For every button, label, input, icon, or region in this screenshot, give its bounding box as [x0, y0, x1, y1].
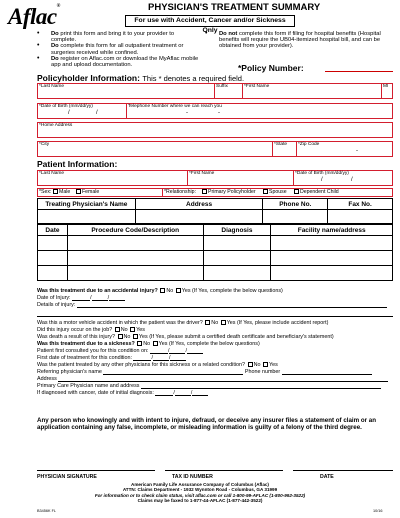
suffix-field[interactable]: Suffix: [216, 84, 228, 89]
tax-id-line[interactable]: [165, 470, 283, 471]
patient-name-row: *Last Name *First Name *Date of Birth (mm/dd/yy) / /: [37, 170, 393, 186]
spouse-checkbox[interactable]: [263, 189, 268, 194]
injury-day-input[interactable]: [92, 296, 108, 301]
first-name-field[interactable]: *First Name: [244, 84, 270, 89]
primary-policyholder-checkbox[interactable]: [202, 189, 207, 194]
dependent-child-checkbox[interactable]: [294, 189, 299, 194]
injury-month-input[interactable]: [72, 296, 90, 301]
date-line[interactable]: [293, 470, 393, 471]
first-consulted-row: Patient first consulted you for this condition on: / /: [37, 348, 203, 354]
death-yes-checkbox[interactable]: [133, 334, 138, 339]
patient-sex-relationship-row: [37, 188, 393, 197]
zip-field[interactable]: *Zip Code: [298, 142, 320, 147]
death-question: Was death a result of this injury? No Yes (If Yes, please submit a certified death certificate and beneficiary's statement): [37, 334, 334, 340]
on-job-yes-checkbox[interactable]: [130, 327, 135, 332]
patient-first-name-field[interactable]: *First Name: [189, 171, 215, 176]
state-field[interactable]: *State: [274, 142, 288, 147]
physician-signature-line[interactable]: [37, 470, 155, 471]
referring-address-row: Address: [37, 376, 388, 382]
treatment-diagnosis-header: Diagnosis: [203, 225, 271, 236]
tax-id-label: TAX ID NUMBER: [172, 474, 213, 480]
mva-no-checkbox[interactable]: [205, 320, 210, 325]
form-number: B3456K FL: [37, 509, 56, 513]
pcp-row: Primary Care Physician name and address: [37, 383, 381, 389]
phone-field[interactable]: Telephone Number where we can reach you: [128, 104, 222, 109]
treatment-facility-header: Facility name/address: [271, 225, 393, 236]
treatment-date-header: Date: [38, 225, 68, 236]
treatment-table: [37, 224, 393, 281]
relationship-label: *Relationship:: [164, 189, 197, 195]
physician-address-cell[interactable]: [135, 210, 263, 224]
last-name-field[interactable]: *Last Name: [39, 84, 65, 89]
motor-vehicle-question: Was this a motor vehicle accident in which the patient was the driver? No Yes (If Yes, please include accident report): [37, 320, 329, 326]
other-physicians-no-checkbox[interactable]: [248, 362, 253, 367]
other-physicians-yes-checkbox[interactable]: [263, 362, 268, 367]
table-row: [38, 236, 393, 251]
home-address-field[interactable]: *Home Address: [39, 123, 73, 128]
policy-number-input[interactable]: [325, 71, 393, 72]
details-of-injury-row: Details of injury:: [37, 302, 387, 308]
male-checkbox[interactable]: [53, 189, 58, 194]
sickness-no-checkbox[interactable]: [137, 341, 142, 346]
footer-address: American Family Life Assurance Company of Columbus (Aflac) ATTN: Claims Department - 1932 Wynnton Road - Columbus, GA 31999 For information or to check claim status, visit aflac.com or call 1-800-99-AFLAC (1-800-992-3522) Claims may be faxed to 1-877-44-AFLAC (1-877-442-3522): [94, 482, 306, 503]
policyholder-name-row: [37, 83, 393, 99]
physician-signature-label: PHYSICIAN SIGNATURE: [37, 474, 97, 480]
referring-address-input[interactable]: [58, 377, 388, 382]
revision-date: 10/16: [373, 509, 383, 513]
spouse-label: Spouse: [269, 189, 287, 195]
form-title: PHYSICIAN'S TREATMENT SUMMARY: [148, 2, 321, 13]
patient-last-name-field[interactable]: *Last Name: [39, 171, 65, 176]
patient-dob-field[interactable]: *Date of Birth (mm/dd/yy): [295, 171, 349, 176]
dependent-child-label: Dependent Child: [300, 189, 339, 195]
policyholder-city-row: *City *State *Zip Code -: [37, 141, 393, 157]
sickness-yes-checkbox[interactable]: [153, 341, 158, 346]
instruction-item: • Do register on Aflac.com or download the MyAflac mobile app and upload documentation.: [37, 56, 199, 68]
fraud-warning: Any person who knowingly and with intent to injure, defraud, or deceive any insurer files a statement of claim or an application containing any false, incomplete, or misleading information is guilty of a felony of the third degree.: [37, 417, 377, 431]
policyholder-dob-row: *Date of Birth (mm/dd/yy) / / Telephone Number where we can reach you - -: [37, 103, 393, 119]
city-field[interactable]: *City: [39, 142, 50, 147]
injury-year-input[interactable]: [109, 296, 125, 301]
physician-name-header: Treating Physician's Name: [38, 199, 136, 210]
referring-physician-input[interactable]: [103, 370, 243, 375]
mva-yes-checkbox[interactable]: [221, 320, 226, 325]
dob-field[interactable]: *Date of Birth (mm/dd/yy): [39, 104, 93, 109]
first-treatment-row: First date of treatment for this condition: / /: [37, 355, 186, 361]
sex-label: *Sex:: [39, 189, 52, 195]
instruction-item: • Do print this form and bring it to your provider to complete.: [37, 31, 199, 43]
instruction-item: • Do complete this form for all outpatient treatment or surgeries received while confined.: [37, 43, 199, 55]
table-row: [38, 210, 393, 224]
table-row: [38, 266, 393, 281]
accident-no-checkbox[interactable]: [160, 288, 165, 293]
on-job-question: Did this injury occur on the job? No Yes: [37, 327, 145, 333]
physician-address-header: Address: [135, 199, 263, 210]
accident-question: Was this treatment due to an accidental injury? No Yes (If Yes, complete the below questions): [37, 288, 283, 294]
mi-field[interactable]: MI: [383, 84, 389, 89]
policyholder-section-title: Policyholder Information: This * denotes a required field.: [37, 73, 245, 83]
policy-number-label: *Policy Number:: [238, 63, 304, 73]
sickness-question: Was this treatment due to a sickness? No Yes (If Yes, complete the below questions): [37, 341, 260, 347]
pcp-input[interactable]: [141, 384, 381, 389]
death-no-checkbox[interactable]: [118, 334, 123, 339]
instructions-right: [205, 31, 393, 50]
physician-fax-header: Fax No.: [328, 199, 393, 210]
table-row: [38, 251, 393, 266]
accident-yes-checkbox[interactable]: [176, 288, 181, 293]
physician-phone-cell[interactable]: [263, 210, 328, 224]
injury-details-input[interactable]: [77, 303, 387, 308]
female-checkbox[interactable]: [76, 189, 81, 194]
other-physicians-question: Was the patient treated by any other physicians for this sickness or a related condition? No Yes: [37, 362, 278, 368]
policyholder-address-row: [37, 122, 393, 138]
physician-name-cell[interactable]: [38, 210, 136, 224]
physician-fax-cell[interactable]: [328, 210, 393, 224]
cancer-diagnosis-row: If diagnosed with cancer, date of initial diagnosis: / /: [37, 390, 208, 396]
instruction-item: • Do not complete this form if filing for hospital benefits (Hospital benefits will require the UB04-itemized hospital bill, and can be obtained from your provider).: [205, 31, 393, 50]
physician-table: [37, 198, 393, 224]
date-of-injury-row: Date of Injury: / /: [37, 295, 125, 301]
referring-phone-input[interactable]: [282, 370, 372, 375]
form-subtitle: For use with Accident, Cancer and/or Sickness Only: [125, 15, 295, 27]
patient-section-title: Patient Information:: [37, 159, 118, 169]
physician-phone-header: Phone No.: [263, 199, 328, 210]
instructions-left: [37, 31, 199, 68]
date-label: DATE: [320, 474, 334, 480]
treatment-procedure-header: Procedure Code/Description: [67, 225, 203, 236]
male-label: Male: [59, 189, 71, 195]
referring-physician-row: Referring physician's name Phone number: [37, 369, 372, 375]
female-label: Female: [82, 189, 100, 195]
primary-policyholder-label: Primary Policyholder: [208, 189, 256, 195]
aflac-logo: Aflac®: [8, 4, 60, 29]
injury-details-line[interactable]: [37, 316, 393, 317]
on-job-no-checkbox[interactable]: [115, 327, 120, 332]
